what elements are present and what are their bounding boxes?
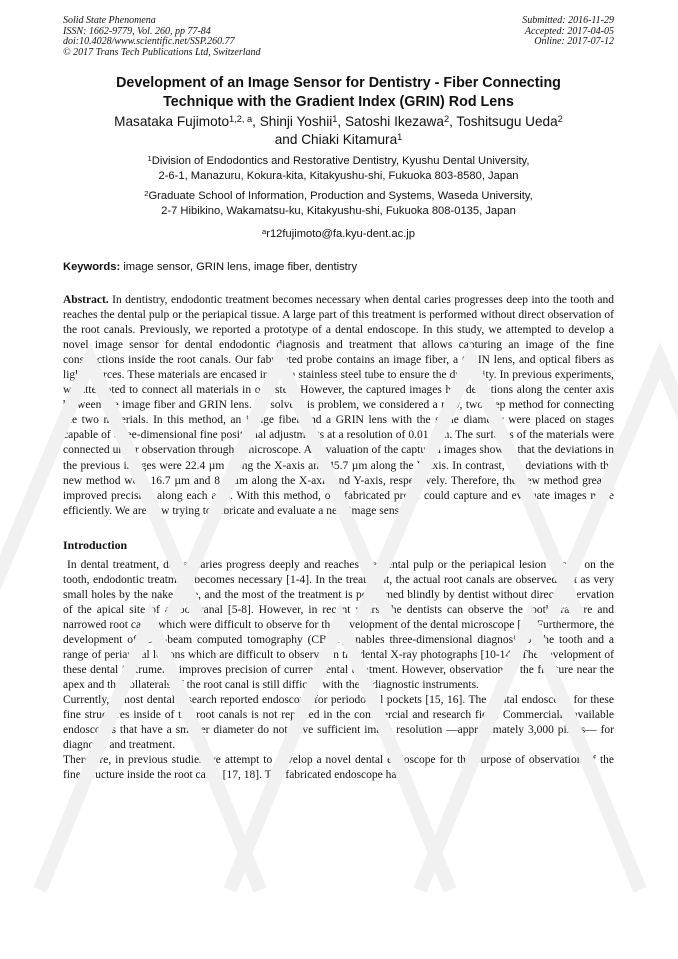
affiliation-2 bbox=[63, 189, 614, 218]
affiliation-address: 2-6-1, Manazuru, Kokura-kita, Kitakyushu-shi, Fukuoka 803-8580, Japan bbox=[158, 169, 519, 182]
affiliation-line: Graduate School of Information, Production and Systems, Waseda University, bbox=[148, 190, 533, 202]
authors-line-2 bbox=[63, 131, 614, 149]
paper-title bbox=[63, 74, 614, 112]
corresponding-email bbox=[63, 227, 614, 241]
introduction-paragraph-1: In dental treatment, dental caries progress deeply and reaches the dental pulp or the periapical lesion occurs on the tooth, endodontic treatment becomes necessary [1-4]. In the treatment, the actual root canals are observed just as very small holes by the naked eye, and the most of the treatment is performed blindly by dentist without direct observation of the apical site of a root canal [5-8]. However, in recent years, the dentists can observe the tooth fracture and narrowed root canal which were difficult to observe for the development of the dental microscope [9]. Furthermore, the development of cone-beam computed tomography (CBCT) enables three-dimensional diagnosis of the tooth and a range of periapical lesions which are difficult to observe on the dental X-ray photographs [10-14]. The development of these dental instruments improves precision of current dental treatment. However, observation of the fracture near the apex and the collaterals of the root canal is still difficult with these diagnostic instruments. bbox=[63, 558, 614, 692]
author-name: Shinji Yoshii bbox=[259, 114, 333, 129]
abstract-text: In dentistry, endodontic treatment becomes necessary when dental caries progresses deep into the tooth and reaches the dental pulp or the periapical tissue. A large part of this treatment is performed without direct observation of the root canals. Previously, we reported a prototype of a dental endoscope. In this study, we attempted to develop a novel image sensor for dental endodontic diagnosis and treatment that allows capturing an image of the fine constructions inside the root canals. Our fabricated probe contains an image fiber, a GRIN lens, and optical fibers as light sources. These materials are encased inside a stainless steel tube to ensure the durability. In previous experiments, we attempted to connect all materials in one step. However, the captured images had deviations along the center axis between the image fiber and GRIN lens. To solve this problem, we considered a new, two-step method for connecting the two materials. In this method, an image fiber and a GRIN lens with the same diameter were placed on stages capable of three-dimensional fine positional adjustments at a resolution of 0.01 mm. The surfaces of the materials were connected under observation through a microscope. An evaluation of the captured images showed that the deviations in the previous images were 22.4 µm along the X-axis and 45.7 µm along the Y-axis. In contrast, the deviations with the new method were 16.7 µm and 8.9 µm along the X-axis and Y-axis, respectively. Therefore, the new method greatly improved precision along each axis. With this method, our fabricated probe could capture and evaluate images more efficiently. We are now trying to fabricate and evaluate a new image sensor. bbox=[63, 294, 614, 517]
online-date: Online: 2017-07-12 bbox=[534, 36, 614, 47]
introduction-heading: Introduction bbox=[63, 537, 128, 552]
journal-doi: doi:10.4028/www.scientific.net/SSP.260.77 bbox=[63, 36, 235, 47]
author-list bbox=[63, 113, 614, 149]
email-mark: a bbox=[261, 226, 267, 236]
submission-dates bbox=[522, 16, 614, 58]
author-affiliation-mark: 2 bbox=[557, 113, 563, 124]
affiliation-mark: 2 bbox=[144, 188, 149, 198]
keywords bbox=[63, 260, 614, 274]
abstract bbox=[63, 293, 614, 519]
keywords-label: Keywords: bbox=[63, 261, 121, 273]
author-name: Chiaki Kitamura bbox=[301, 132, 398, 147]
journal-issn: ISSN: 1662-9779, Vol. 260, pp 77-84 bbox=[63, 25, 211, 37]
journal-name: Solid State Phenomena bbox=[63, 15, 156, 26]
introduction-paragraph-2: Currently, almost dental research reported endoscope for periodontal pockets [15, 16]. The dental endoscope for these fine structures inside of the root canals is not reported in the commercial and research field. Commercially available endoscopes that have a smaller diameter do not have sufficient image resolution —approximately 3,000 pixels— for diagnosis and treatment. bbox=[63, 694, 614, 752]
title-line-1: Development of an Image Sensor for Dentistry - Fiber Connecting bbox=[116, 75, 561, 91]
journal-info bbox=[63, 16, 261, 58]
author-affiliation-mark: 2 bbox=[443, 113, 450, 124]
author-name: Masataka Fujimoto bbox=[114, 114, 230, 129]
authors-line-1: Masataka Fujimoto$^{1,2, a}$, Shinji Yoshii$^1$, Satoshi Ikezawa$^2$, Toshitsugu Ueda$^2$ bbox=[114, 113, 563, 129]
journal-header bbox=[63, 16, 614, 58]
affiliation-1 bbox=[63, 154, 614, 183]
journal-copyright: © 2017 Trans Tech Publications Ltd, Switzerland bbox=[63, 46, 261, 58]
author-conjunction: and bbox=[274, 132, 298, 147]
keywords-text: image sensor, GRIN lens, image fiber, dentistry bbox=[123, 261, 358, 273]
author-affiliation-mark: 1 bbox=[397, 131, 403, 142]
introduction-paragraph-3: Therefore, in previous studies we attempt to develop a novel dental endoscope for the purpose of observation of the fine structure inside the root canal [17, 18]. The fabricated endoscope had bbox=[63, 754, 614, 782]
submitted-date: Submitted: 2016-11-29 bbox=[522, 15, 614, 26]
title-line-2: Technique with the Gradient Index (GRIN) Rod Lens bbox=[163, 94, 514, 110]
author-name: Toshitsugu Ueda bbox=[456, 114, 558, 129]
email-address[interactable]: r12fujimoto@fa.kyu-dent.ac.jp bbox=[266, 228, 416, 240]
affiliation-line: Division of Endodontics and Restorative Dentistry, Kyushu Dental University, bbox=[151, 155, 530, 167]
author-name: Satoshi Ikezawa bbox=[344, 114, 444, 129]
affiliation-address: 2-7 Hibikino, Wakamatsu-ku, Kitakyushu-shi, Fukuoka 808-0135, Japan bbox=[161, 204, 516, 217]
accepted-date: Accepted: 2017-04-05 bbox=[524, 25, 614, 37]
affiliation-mark: 1 bbox=[147, 153, 152, 163]
author-affiliation-mark: 1 bbox=[332, 113, 338, 124]
abstract-label: Abstract. bbox=[63, 294, 109, 306]
author-affiliation-mark: 1,2, a bbox=[229, 113, 253, 124]
